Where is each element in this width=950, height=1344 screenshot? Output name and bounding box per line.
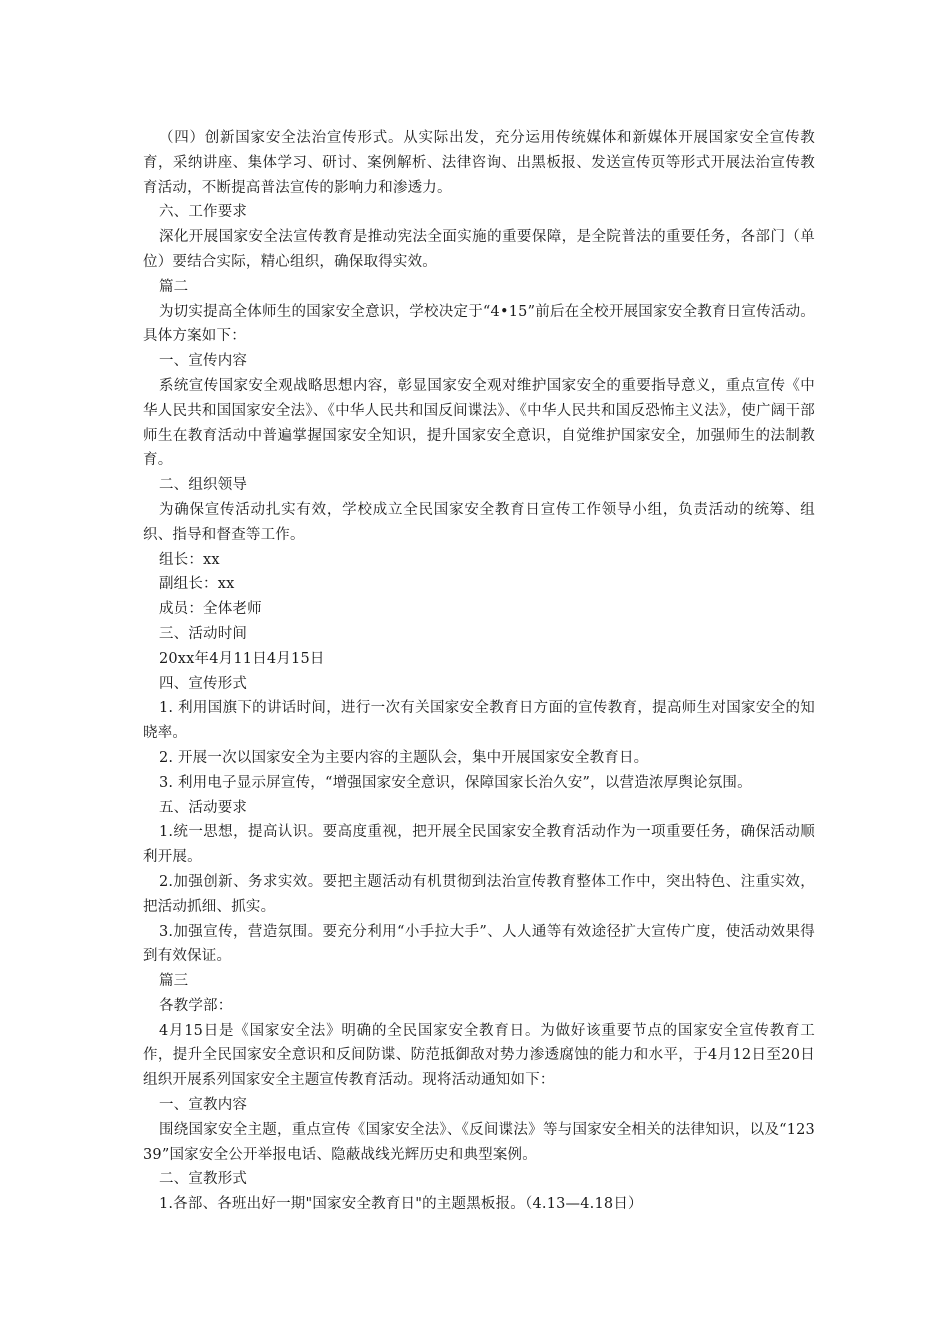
paragraph: 组长：xx: [158, 551, 220, 568]
list-item: 1. 利用国旗下的讲话时间，进行一次有关国家安全教育日方面的宣传教育，提高师生对国家安全的知晓率。: [143, 700, 815, 742]
paragraph: 20xx年4月11日4月15日: [158, 650, 325, 667]
list-item: 3.加强宣传，营造氛围。要充分利用“小手拉大手”、人人通等有效途径扩大宣传广度，使活动效果得到有效保证。: [143, 923, 815, 965]
paragraph: 副组长：xx: [158, 576, 235, 593]
paragraph: 围绕国家安全主题，重点宣传《国家安全法》、《反间谍法》等与国家安全相关的法律知识，以及“12339”国家安全公开举报电话、隐蔽战线光辉历史和典型案例。: [143, 1121, 815, 1163]
list-item: 2. 开展一次以国家安全为主要内容的主题队会，集中开展国家安全教育日。: [158, 749, 649, 766]
paragraph: 为确保宣传活动扎实有效，学校成立全民国家安全教育日宣传工作领导小组，负责活动的统筹、组织、指导和督查等工作。: [143, 501, 815, 543]
paragraph: 为切实提高全体师生的国家安全意识，学校决定于“4•15”前后在全校开展国家安全教育日宣传活动。具体方案如下：: [143, 303, 815, 345]
section-heading: 四、宣传形式: [158, 675, 248, 692]
section-heading: 六、工作要求: [158, 204, 248, 221]
part-heading: 篇三: [158, 973, 189, 990]
section-heading: 二、宣教形式: [158, 1171, 248, 1188]
part-heading: 篇二: [158, 278, 189, 295]
document-page: [143, 126, 815, 1217]
paragraph: 成员：全体老师: [158, 601, 262, 618]
section-heading: 三、活动时间: [158, 625, 248, 642]
paragraph: 系统宣传国家安全观战略思想内容，彰显国家安全观对维护国家安全的重要指导意义，重点宣传《中华人民共和国国家安全法》、《中华人民共和国反间谍法》、《中华人民共和国反恐怖主义法》，使广阔干部师生在教育活动中普遍掌握国家安全知识，提升国家安全意识，自觉维护国家安全，加强师生的法制教育。: [143, 377, 815, 469]
section-heading: 五、活动要求: [158, 799, 248, 816]
list-item: 3. 利用电子显示屏宣传，“增强国家安全意识，保障国家长治久安”，以营造浓厚舆论氛围。: [158, 774, 752, 791]
list-item: 2.加强创新、务求实效。要把主题活动有机贯彻到法治宣传教育整体工作中，突出特色、注重实效，把活动抓细、抓实。: [143, 873, 815, 915]
list-item: 1.统一思想，提高认识。要高度重视，把开展全民国家安全教育活动作为一项重要任务，确保活动顺利开展。: [143, 824, 815, 866]
paragraph: 深化开展国家安全法宣传教育是推动宪法全面实施的重要保障，是全院普法的重要任务，各部门（单位）要结合实际，精心组织，确保取得实效。: [143, 229, 815, 270]
section-heading: 一、宣传内容: [158, 353, 248, 370]
section-heading: 二、组织领导: [158, 477, 248, 494]
paragraph: 各教学部：: [158, 997, 233, 1014]
section-heading: 一、宣教内容: [158, 1097, 248, 1114]
paragraph: （四）创新国家安全法治宣传形式。从实际出发，充分运用传统媒体和新媒体开展国家安全宣传教育，采纳讲座、集体学习、研讨、案例解析、法律咨询、出黑板报、发送宣传页等形式开展法治宣传教育活动，不断提高普法宣传的影响力和渗透力。: [143, 130, 815, 196]
paragraph: 4月15日是《国家安全法》明确的全民国家安全教育日。为做好该重要节点的国家安全宣传教育工作，提升全民国家安全意识和反间防谍、防范抵御敌对势力渗透腐蚀的能力和水平，于4月12日至20日组织开展系列国家安全主题宣传教育活动。现将活动通知如下：: [143, 1022, 815, 1089]
list-item: 1.各部、各班出好一期"国家安全教育日"的主题黑板报。（4.13—4.18日）: [158, 1196, 643, 1213]
